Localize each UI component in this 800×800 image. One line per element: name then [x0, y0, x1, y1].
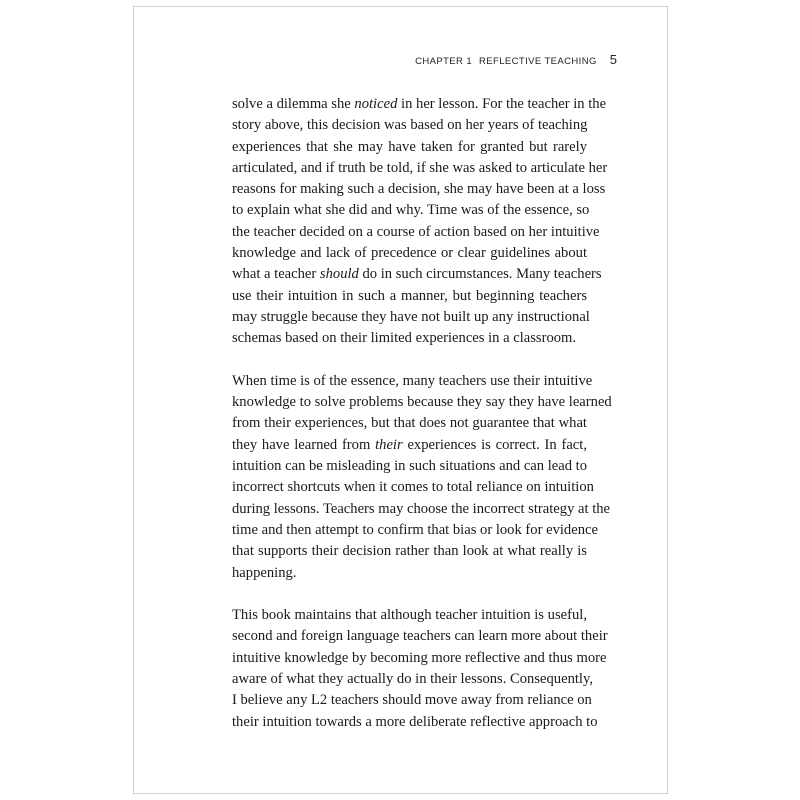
- text-run: happening.: [232, 564, 297, 581]
- body-text: [232, 94, 612, 733]
- paragraph: [232, 605, 608, 733]
- text-run: solve a dilemma she: [232, 96, 355, 112]
- text-run: This book maintains that although teacher intuition is useful,: [232, 607, 587, 624]
- text-run: during lessons. Teachers may choose the incorrect strategy at the: [232, 500, 611, 517]
- text-line: [232, 200, 590, 221]
- text-run: time and then attempt to confirm that bias or look for evidence: [232, 521, 598, 538]
- text-run: may struggle because they have not built up any instructional: [232, 308, 590, 325]
- text-line: [232, 286, 587, 307]
- text-run: use their intuition in such a manner, but beginning teachers: [232, 287, 587, 304]
- italic-text: noticed: [354, 96, 398, 112]
- text-run: When time is of the essence, many teachers use their intuitive: [232, 372, 593, 389]
- section-title: REFLECTIVE TEACHING: [479, 56, 597, 67]
- text-line: [232, 499, 611, 520]
- text-line: [232, 158, 608, 179]
- text-line: [232, 137, 587, 158]
- text-run: they have learned from: [232, 436, 376, 453]
- text-line: [232, 179, 606, 200]
- text-line: [232, 605, 587, 626]
- italic-text: should: [319, 266, 359, 283]
- paragraph: [232, 94, 608, 350]
- text-run: intuitive knowledge by becoming more reflective and thus more: [232, 649, 607, 666]
- text-line: [232, 690, 592, 711]
- text-line: [232, 669, 593, 690]
- text-line: [232, 541, 587, 562]
- text-line: [232, 413, 587, 434]
- text-run: articulated, and if truth be told, if she was asked to articulate her: [232, 159, 608, 176]
- text-line: [232, 243, 587, 264]
- text-run: reasons for making such a decision, she may have been at a loss: [232, 181, 606, 198]
- text-run: second and foreign language teachers can learn more about their: [232, 628, 608, 645]
- text-run: story above, this decision was based on her years of teaching: [232, 117, 588, 134]
- chapter-label: CHAPTER 1: [415, 56, 473, 67]
- text-run: their intuition towards a more deliberate reflective approach to: [232, 713, 598, 730]
- text-run: knowledge to solve problems because they say they have learned: [232, 394, 612, 411]
- paragraph: [232, 371, 612, 584]
- italic-text: their: [375, 436, 403, 453]
- text-line: [232, 456, 587, 477]
- text-run: do in such circumstances. Many teachers: [358, 266, 602, 283]
- text-line: [232, 712, 598, 733]
- text-run: I believe any L2 teachers should move away from reliance on: [232, 692, 592, 709]
- running-head: [415, 52, 617, 67]
- text-line: [232, 222, 600, 243]
- text-run: from their experiences, but that does not guarantee that what: [232, 415, 587, 432]
- text-line: [232, 435, 587, 456]
- text-line: [232, 264, 602, 285]
- text-line: [232, 392, 612, 413]
- text-run: experiences that she may have taken for granted but rarely: [232, 138, 587, 155]
- text-run: what a teacher: [232, 266, 320, 283]
- book-page: [133, 6, 668, 794]
- text-run: that supports their decision rather than look at what really is: [232, 543, 587, 560]
- text-line: [232, 520, 598, 541]
- text-line: [232, 115, 587, 136]
- text-run: schemas based on their limited experiences in a classroom.: [232, 330, 577, 347]
- text-run: the teacher decided on a course of action based on her intuitive: [232, 223, 600, 240]
- text-run: intuition can be misleading in such situations and can lead to: [232, 458, 588, 475]
- text-line: [232, 563, 587, 584]
- text-run: aware of what they actually do in their lessons. Consequently,: [232, 671, 593, 688]
- text-run: in her lesson. For the teacher in the: [397, 96, 607, 112]
- text-line: [232, 307, 590, 328]
- text-run: to explain what she did and why. Time was of the essence, so: [232, 202, 590, 219]
- text-line: [232, 94, 607, 115]
- text-run: incorrect shortcuts when it comes to total reliance on intuition: [232, 479, 594, 496]
- page-number: 5: [609, 52, 617, 67]
- text-line: [232, 371, 593, 392]
- text-run: knowledge and lack of precedence or clear guidelines about: [232, 245, 587, 262]
- text-run: experiences is correct. In fact,: [402, 436, 587, 453]
- text-line: [232, 626, 608, 647]
- text-line: [232, 477, 594, 498]
- text-line: [232, 648, 607, 669]
- text-line: [232, 328, 587, 349]
